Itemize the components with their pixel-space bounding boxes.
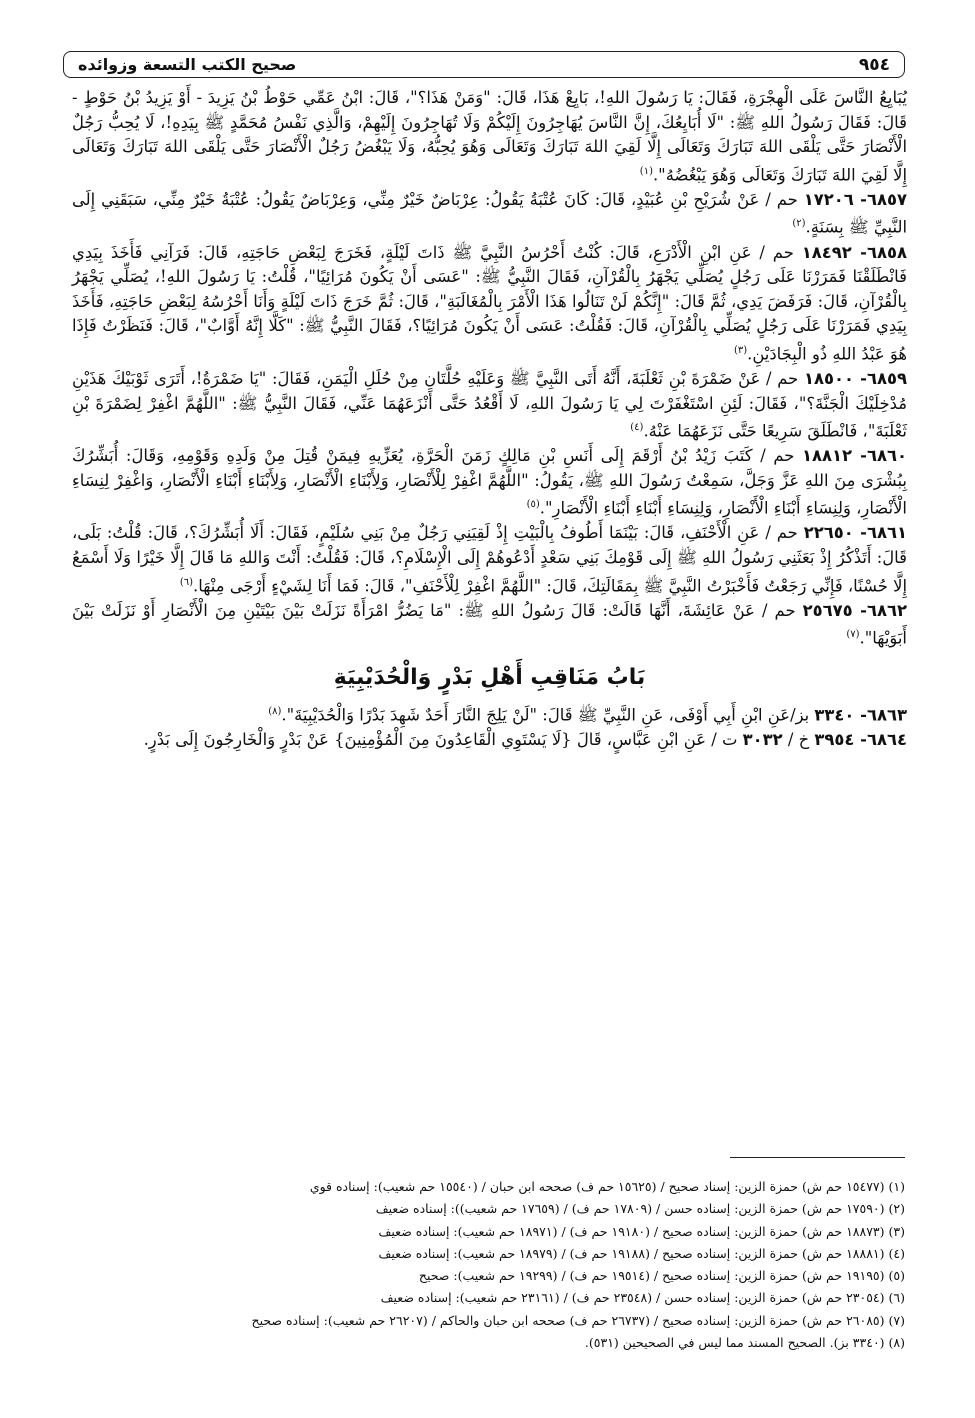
- hadith-number: ٦٨٦٤- ٣٩٥٤: [814, 730, 907, 749]
- hadith-number-2: ٣٠٣٢: [742, 730, 783, 749]
- hadith-paragraph: [72, 188, 907, 241]
- footnote-ref: (٥): [526, 499, 540, 511]
- hadith-source-2: ت /: [706, 730, 743, 749]
- footnote-separator: [730, 1157, 905, 1158]
- hadith-text: عَنْ شُرَيْحِ بْنِ عُبَيْدٍ، قَالَ: كَانَ عُتْبَةُ يَقُولُ: عِرْبَاضٌ خَيْرٌ مِنِّي، وَعِرْبَاضٌ يَقُولُ: عُتْبَةُ خَيْرٌ مِنِّي، سَبَقَنِي إِلَى النَّبِيِّ ﷺ بِسَنَةٍ.: [72, 189, 907, 237]
- footnote: (٦) (٢٣٠٥٤ حم ش) حمزة الزين: إسناده حسن / (٢٣٥٤٨ حم ف) / (٢٣١٦١ حم شعيب): إسناده ضعيف: [380, 1290, 905, 1306]
- hadith-source: حم /: [759, 523, 804, 543]
- hadith-text: يُبَايِعُ النَّاسَ عَلَى الْهِجْرَةِ، فَقَالَ: يَا رَسُولَ اللهِ!، بَايِعْ هَذَا، قَالَ: "وَمَنْ هَذَا؟"، قَالَ: ابْنُ عَمِّي حَوْطُ بْنُ يَزِيدَ - أَوْ يَزِيدُ بْنُ حَوْطٍ - قَالَ: فَقَالَ رَسُولُ اللهِ ﷺ: "لَا أُبَايِعُكَ، إِنَّ النَّاسَ يُهَاجِرُونَ إِلَيْكُمْ وَلَا تُهَاجِرُونَ إِلَيْهِمْ، وَالَّذِي نَفْسُ مُحَمَّدٍ ﷺ بِيَدِهِ!، لَا يُحِبُّ رَجُلٌ الْأَنْصَارَ حَتَّى يَلْقَى اللهَ تَبَارَكَ وَتَعَالَى إِلَّا لَقِيَ اللهَ تَبَارَكَ وَتَعَالَى وَهُوَ يُحِبُّهُ، وَلَا يَبْغُضُ رَجُلٌ الْأَنْصَارَ حَتَّى يَلْقَى اللهَ تَبَارَكَ وَتَعَالَى إِلَّا لَقِيَ اللهَ تَبَارَكَ وَتَعَالَى وَهُوَ يَبْغُضُهُ".: [72, 88, 907, 185]
- continuation-paragraph: [72, 86, 907, 188]
- footnote-ref: (١): [639, 165, 653, 177]
- hadith-paragraph: [72, 728, 907, 753]
- hadith-source: خ /: [782, 730, 815, 749]
- hadith-source: حم /: [751, 242, 802, 262]
- hadith-text: كَتَبَ زَيْدُ بْنُ أَرْقَمَ إِلَى أَنَسِ بْنِ مَالِكٍ زَمَنَ الْحَرَّةِ، يُعَزِّيهِ فِيمَنْ قُتِلَ مِنْ وَلَدِهِ وَقَوْمِهِ، وَقَالَ: أُبَشِّرُكَ بِبُشْرَى مِنَ اللهِ عَزَّ وَجَلَّ، سَمِعْتُ رَسُولَ اللهِ ﷺ، يَقُولُ: "اللَّهُمَّ اغْفِرْ لِلْأَنْصَارِ، وَلِأَبْنَاءِ الْأَنْصَارِ، وَلِأَبْنَاءِ أَبْنَاءِ الْأَنْصَارِ، وَاغْفِرْ لِنِسَاءِ الْأَنْصَارِ، وَلِنِسَاءِ أَبْنَاءِ الْأَنْصَارِ، وَلِنِسَاءِ أَبْنَاءِ أَبْنَاءِ الْأَنْصَارِ".: [72, 446, 907, 518]
- hadith-source: حم /: [760, 368, 804, 388]
- footnote: (٢) (١٧٥٩٠ حم ش) حمزة الزين: إسناده حسن / (١٧٨٠٩ حم ف) / (١٧٦٥٩ حم شعيب)): إسناده ضعيف: [375, 1201, 905, 1217]
- chapter-title: بَابُ مَنَاقِبِ أَهْلِ بَدْرٍ وَالْحُدَيْبِيَةِ: [333, 664, 646, 691]
- hadith-number: ٦٨٦٠- ١٨٨١٢: [802, 446, 908, 466]
- book-title: صحيح الكتب التسعة وزوائده: [78, 55, 297, 74]
- hadith-number: ٦٨٥٧- ١٧٢٠٦: [803, 189, 908, 209]
- hadith-text: عَنِ ابْنِ أَبِي أَوْفَى، عَنِ النَّبِيِّ ﷺ قَالَ: "لَنْ يَلِجَ النَّارَ أَحَدٌ شَهِدَ بَدْرًا وَالْحُدَيْبِيَةَ".: [281, 705, 791, 725]
- hadith-text: عَنْ ضَمْرَةَ بْنِ ثَعْلَبَةَ، أَنَّهُ أَتَى النَّبِيَّ ﷺ وَعَلَيْهِ حُلَّتَانِ مِنْ حُلَلِ الْيَمَنِ، فَقَالَ: "يَا ضَمْرَةُ!، أَتَرَى ثَوْبَيْكَ هَذَيْنِ مُدْخِلَيْكَ الْجَنَّةَ؟"، فَقَالَ: لَئِنِ اسْتَغْفَرْتَ لِي يَا رَسُولَ اللهِ، لَا أَقْعُدُ حَتَّى أَنْزَعَهُمَا عَنِّي، فَقَالَ النَّبِيُّ ﷺ: "اللَّهُمَّ اغْفِرْ لِضَمْرَةَ بْنِ ثَعْلَبَةَ"، فَانْطَلَقَ سَرِيعًا حَتَّى نَزَعَهُمَا عَنْهُ.: [72, 368, 907, 441]
- hadith-paragraph: [72, 444, 907, 521]
- footnote-ref: (٦): [179, 576, 194, 588]
- footnote: (٥) (١٩١٩٥ حم ش) حمزة الزين: إسناده صحيح / (١٩٥١٤ حم ف) / (١٩٢٩٩ حم شعيب): صحيح: [418, 1268, 905, 1284]
- page-number: ٩٥٤: [858, 54, 890, 75]
- footnote: (٧) (٢٦٠٨٥ حم ش) حمزة الزين: إسناده صحيح / (٢٦٧٣٧ حم ف) صححه ابن حبان والحاكم / (٢٦٢٠٧ حم شعيب): إسناده صحيح: [251, 1312, 905, 1328]
- footnote-ref: (٨): [268, 705, 282, 717]
- footnote: (١) (١٥٤٧٧ حم ش) حمزة الزين: إسناد صحيح / (١٥٦٢٥ حم ف) صححه ابن حبان / (١٥٥٤٠ حم شعيب): إسناده قوي: [309, 1179, 905, 1194]
- hadith-source: حم /: [752, 446, 803, 466]
- footnote-ref: (٧): [846, 629, 860, 641]
- hadith-source: حم /: [759, 189, 804, 209]
- hadith-number: ٦٨٥٩- ١٨٥٠٠: [803, 368, 907, 388]
- footnote: (٨) (٣٣٤٠ بز). الصحيح المسند مما ليس في الصحيحين (٥٣١).: [584, 1335, 905, 1351]
- running-header: [63, 51, 905, 78]
- hadith-text: عَنْ عَائِشَةَ، أَنَّهَا قَالَتْ: قَالَ رَسُولُ اللهِ ﷺ: "مَا يَضُرُّ امْرَأَةً نَزَلَتْ بَيْنَ بَيْتَيْنِ مِنَ الْأَنْصَارِ أَوْ نَزَلَتْ بَيْنَ أَبَوَيْهَا".: [72, 600, 907, 648]
- hadith-number: ٦٨٦٣- ٣٣٤٠: [814, 705, 907, 725]
- main-text: [72, 86, 907, 753]
- hadith-paragraph: [72, 521, 907, 598]
- hadith-text: عَنِ ابْنِ عَبَّاسٍ، قَالَ {لَا يَسْتَوِي الْقَاعِدُونَ مِنَ الْمُؤْمِنِينَ} عَنْ بَدْرٍ وَالْخَارِجُونَ إِلَى بَدْرٍ.: [143, 730, 707, 749]
- hadith-paragraph: [72, 367, 907, 444]
- hadith-number: ٦٨٥٨- ١٨٤٩٢: [801, 242, 907, 262]
- footnote-ref: (٢): [792, 218, 806, 230]
- footnote: (٤) (١٨٨٨١ حم ش) حمزة الزين: إسناده صحيح / (١٩١٨٨ حم ف) / (١٨٩٧٩ حم شعيب): إسناده ضعيف: [378, 1245, 905, 1261]
- hadith-number: ٦٨٦٢- ٢٥٦٧٥: [802, 600, 907, 620]
- footnotes: [100, 1176, 905, 1354]
- hadith-paragraph: [72, 599, 907, 652]
- footnote: (٣) (١٨٨٧٣ حم ش) حمزة الزين: إسناده صحيح / (١٩١٨٠ حم ف) / (١٨٩٧١ حم شعيب): إسناده ضعيف: [378, 1223, 905, 1239]
- hadith-source: بز/: [790, 705, 815, 725]
- hadith-paragraph: [72, 700, 907, 728]
- hadith-source: حم /: [754, 600, 803, 620]
- hadith-text: عَنِ ابْنِ الْأَدْرَعِ، قَالَ: كُنْتُ أَحْرُسُ النَّبِيَّ ﷺ ذَاتَ لَيْلَةٍ، فَخَرَجَ لِبَعْضِ حَاجَتِهِ، قَالَ: فَرَآنِي فَأَخَذَ بِيَدِي فَانْطَلَقْنَا فَمَرَرْنَا عَلَى رَجُلٍ يُصَلِّي يَجْهَرُ بِالْقُرْآنِ، فَقَالَ النَّبِيُّ ﷺ: "عَسَى أَنْ يَكُونَ مُرَائِيًا"، قُلْتُ: يَا رَسُولَ اللهِ!، يُصَلِّي يَجْهَرُ بِالْقُرْآنِ، قَالَ: فَرَفَضَ يَدِي، ثُمَّ قَالَ: "إِنَّكُمْ لَنْ تَنَالُوا هَذَا الْأَمْرَ بِالْمُغَالَبَةِ"، قَالَ: ثُمَّ خَرَجَ ذَاتَ لَيْلَةٍ وَأَنَا أَحْرُسُهُ لِبَعْضِ حَاجَتِهِ، فَأَخَذَ بِيَدِي فَمَرَرْنَا عَلَى رَجُلٍ يُصَلِّي بِالْقُرْآنِ، قَالَ: فَقُلْتُ: عَسَى أَنْ يَكُونَ مُرَائِيًا؟، فَقَالَ النَّبِيُّ ﷺ: "كَلَّا إِنَّهُ أَوَّابٌ"، قَالَ: فَنَظَرْتُ فَإِذَا هُوَ عَبْدُ اللهِ ذُو الْبِجَادَيْنِ.: [72, 242, 907, 364]
- hadith-paragraph: [72, 241, 907, 367]
- hadith-number: ٦٨٦١- ٢٢٦٥٠: [803, 523, 907, 543]
- hadith-text: عَنِ الْأَحْنَفِ، قَالَ: بَيْنَمَا أَطُوفُ بِالْبَيْتِ إِذْ لَقِيَنِي رَجُلٌ مِنْ بَنِي سُلَيْمٍ، فَقَالَ: أَلَا أُبَشِّرُكَ؟، قَالَ: قُلْتُ: بَلَى، قَالَ: أَتَذْكُرُ إِذْ بَعَثَنِي رَسُولُ اللهِ ﷺ إِلَى قَوْمِكَ بَنِي سَعْدٍ أَدْعُوهُمْ إِلَى الْإِسْلَامِ؟، قَالَ: فَقُلْتُ: أَنْتَ وَاللهِ مَا قَالَ إِلَّا خَيْرًا وَلَا أَسْمَعُ إِلَّا حُسْنًا، فَإِنِّي رَجَعْتُ فَأَخْبَرْتُ النَّبِيَّ ﷺ بِمَقَالَتِكَ، قَالَ: "اللَّهُمَّ اغْفِرْ لِلْأَحْنَفِ"، قَالَ: فَمَا أَنَا لِشَيْءٍ أَرْجَى مِنْهَا.: [72, 523, 907, 596]
- footnote-ref: (٣): [733, 344, 748, 356]
- footnote-ref: (٤): [630, 422, 644, 434]
